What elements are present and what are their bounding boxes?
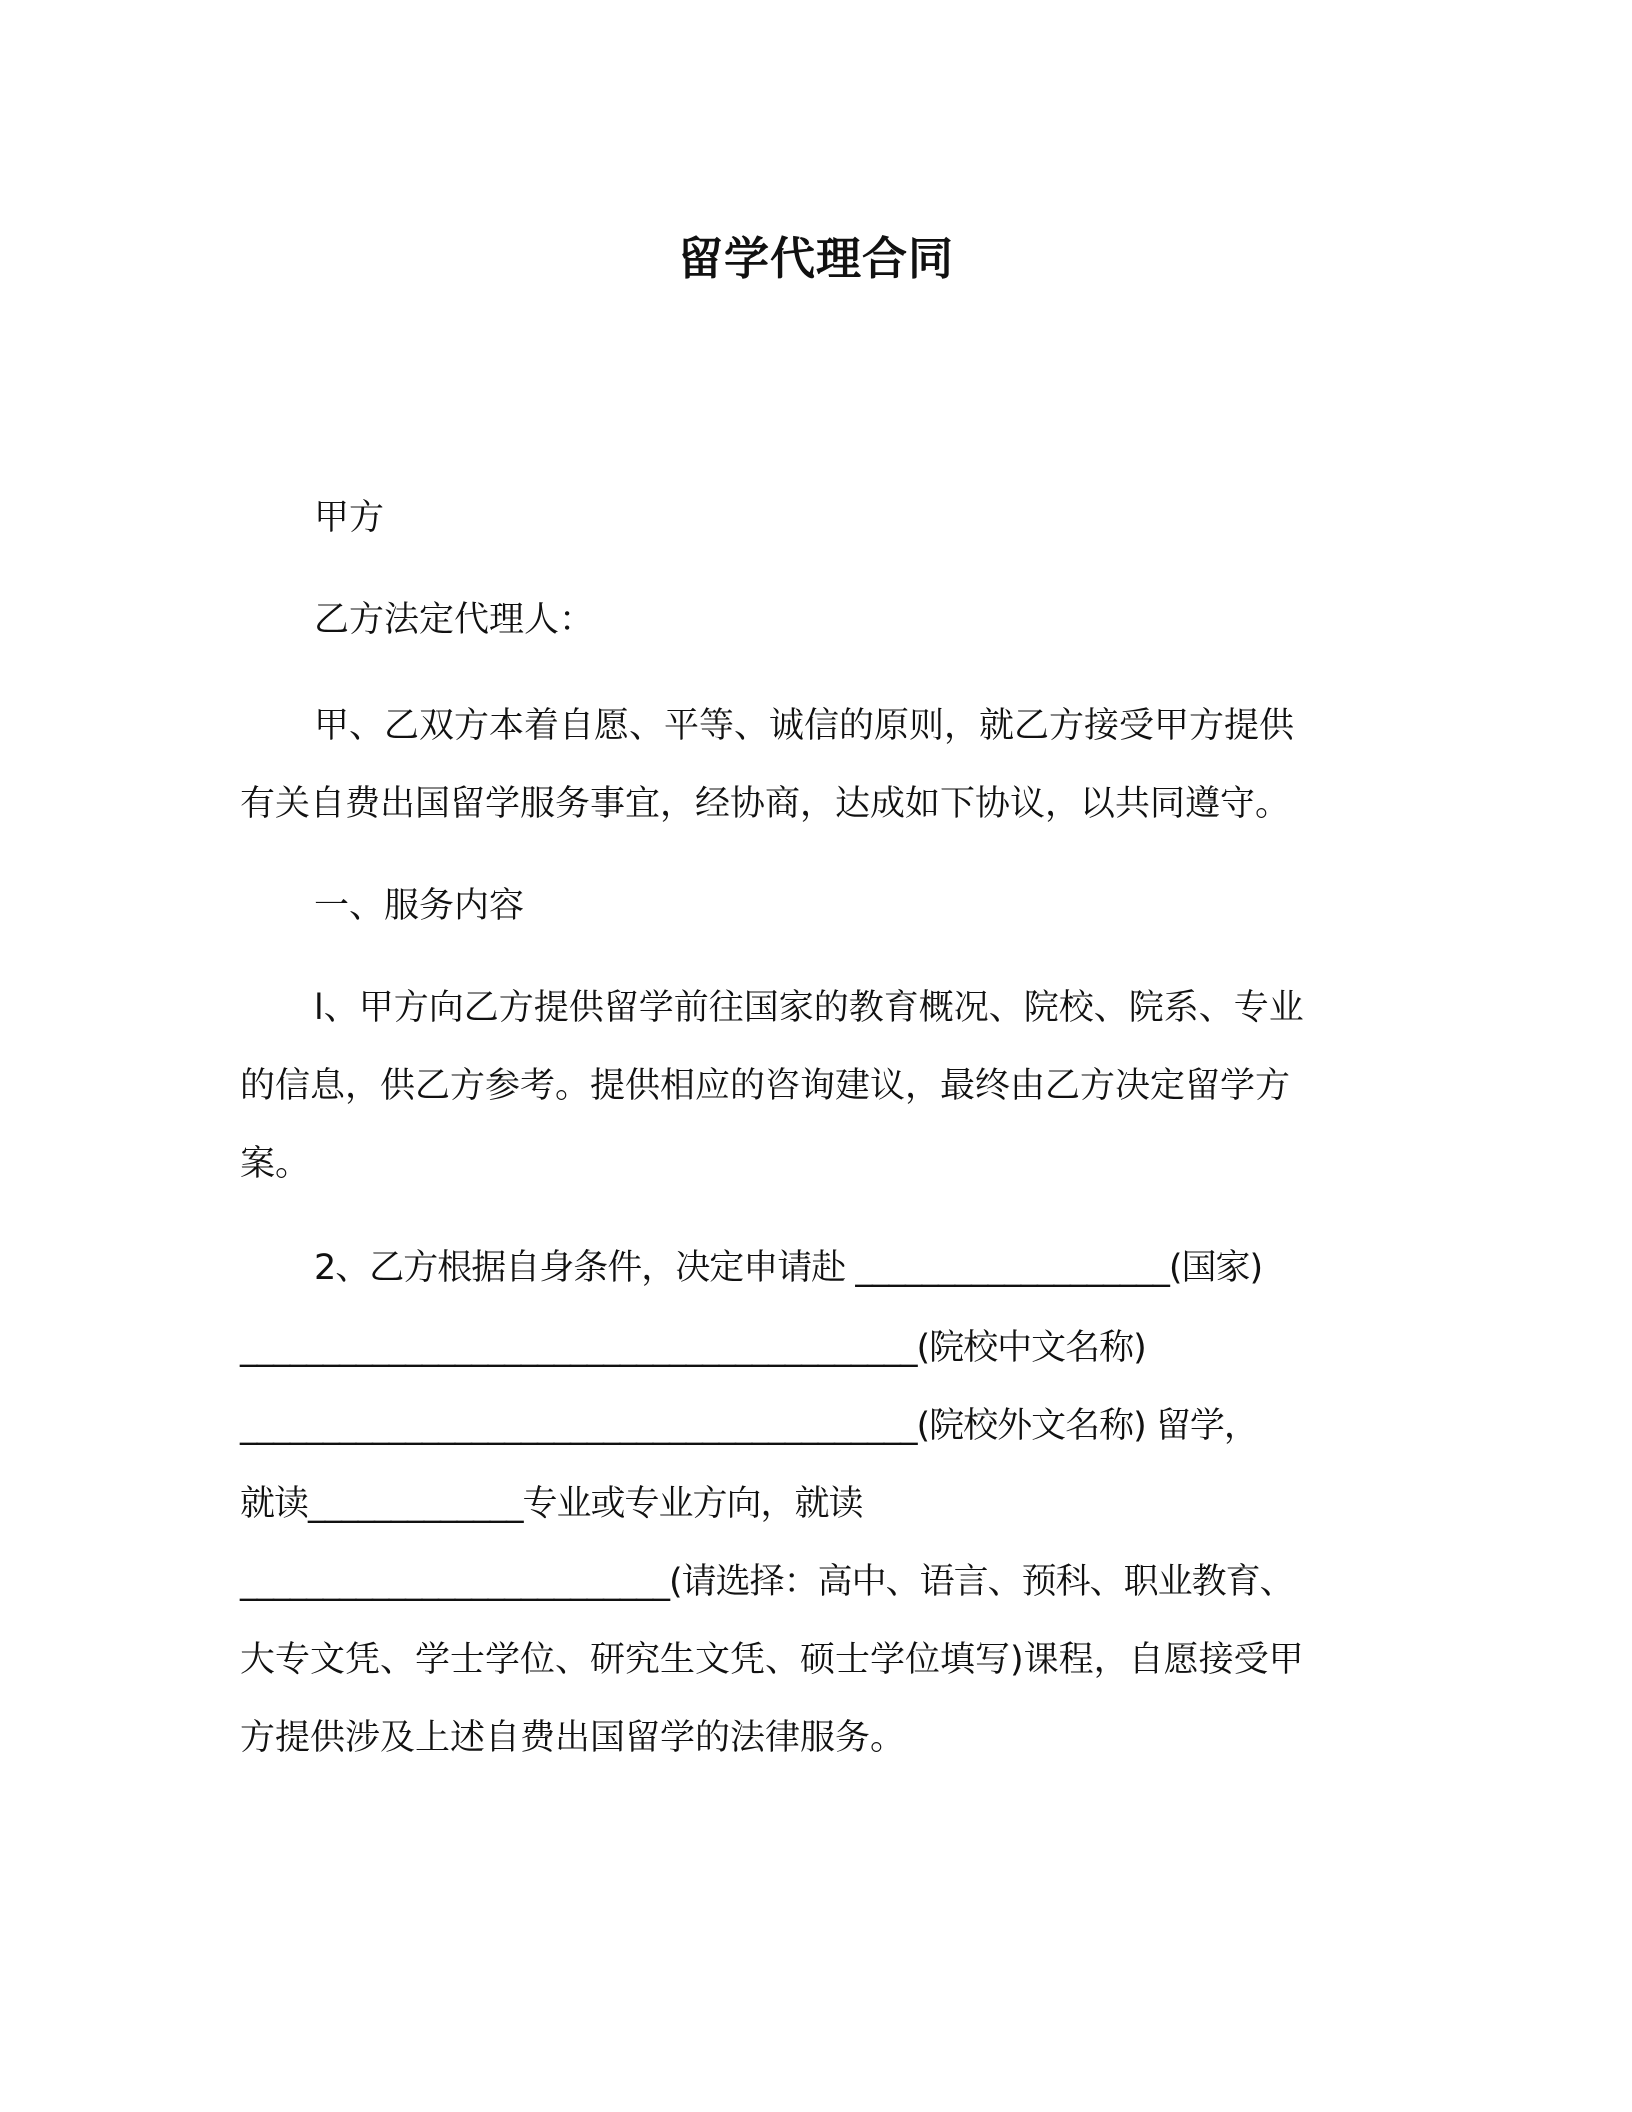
paragraph-line: 案。 [240, 1144, 311, 1184]
section-heading: 一、服务内容 [314, 886, 525, 926]
paragraph-line: 2、乙方根据自身条件，决定申请赴 ___________________(国家) [314, 1248, 1263, 1288]
paragraph-line: _________________________________________(院校中文名称) [240, 1328, 1146, 1368]
paragraph-line: 方提供涉及上述自费出国留学的法律服务。 [240, 1718, 906, 1758]
paragraph-line: __________________________(请选择：高中、语言、预科、职业教育、 [240, 1562, 1294, 1602]
paragraph-line: _________________________________________(院校外文名称) 留学， [240, 1406, 1258, 1446]
party-a-label: 甲方 [314, 498, 385, 538]
paragraph-line: 大专文凭、学士学位、研究生文凭、硕士学位填写)课程，自愿接受甲 [240, 1640, 1304, 1680]
party-b-agent-label: 乙方法定代理人： [314, 600, 595, 640]
document-title: 留学代理合同 [677, 232, 954, 285]
paragraph-line: 的信息，供乙方参考。提供相应的咨询建议，最终由乙方决定留学方 [240, 1066, 1291, 1106]
paragraph-line: 甲、乙双方本着自愿、平等、诚信的原则，就乙方接受甲方提供 [314, 706, 1295, 746]
paragraph-line: l、甲方向乙方提供留学前往国家的教育概况、院校、院系、专业 [314, 988, 1304, 1028]
paragraph-line: 有关自费出国留学服务事宜，经协商，达成如下协议，以共同遵守。 [240, 784, 1291, 824]
paragraph-line: 就读_____________专业或专业方向，就读 [240, 1484, 863, 1524]
